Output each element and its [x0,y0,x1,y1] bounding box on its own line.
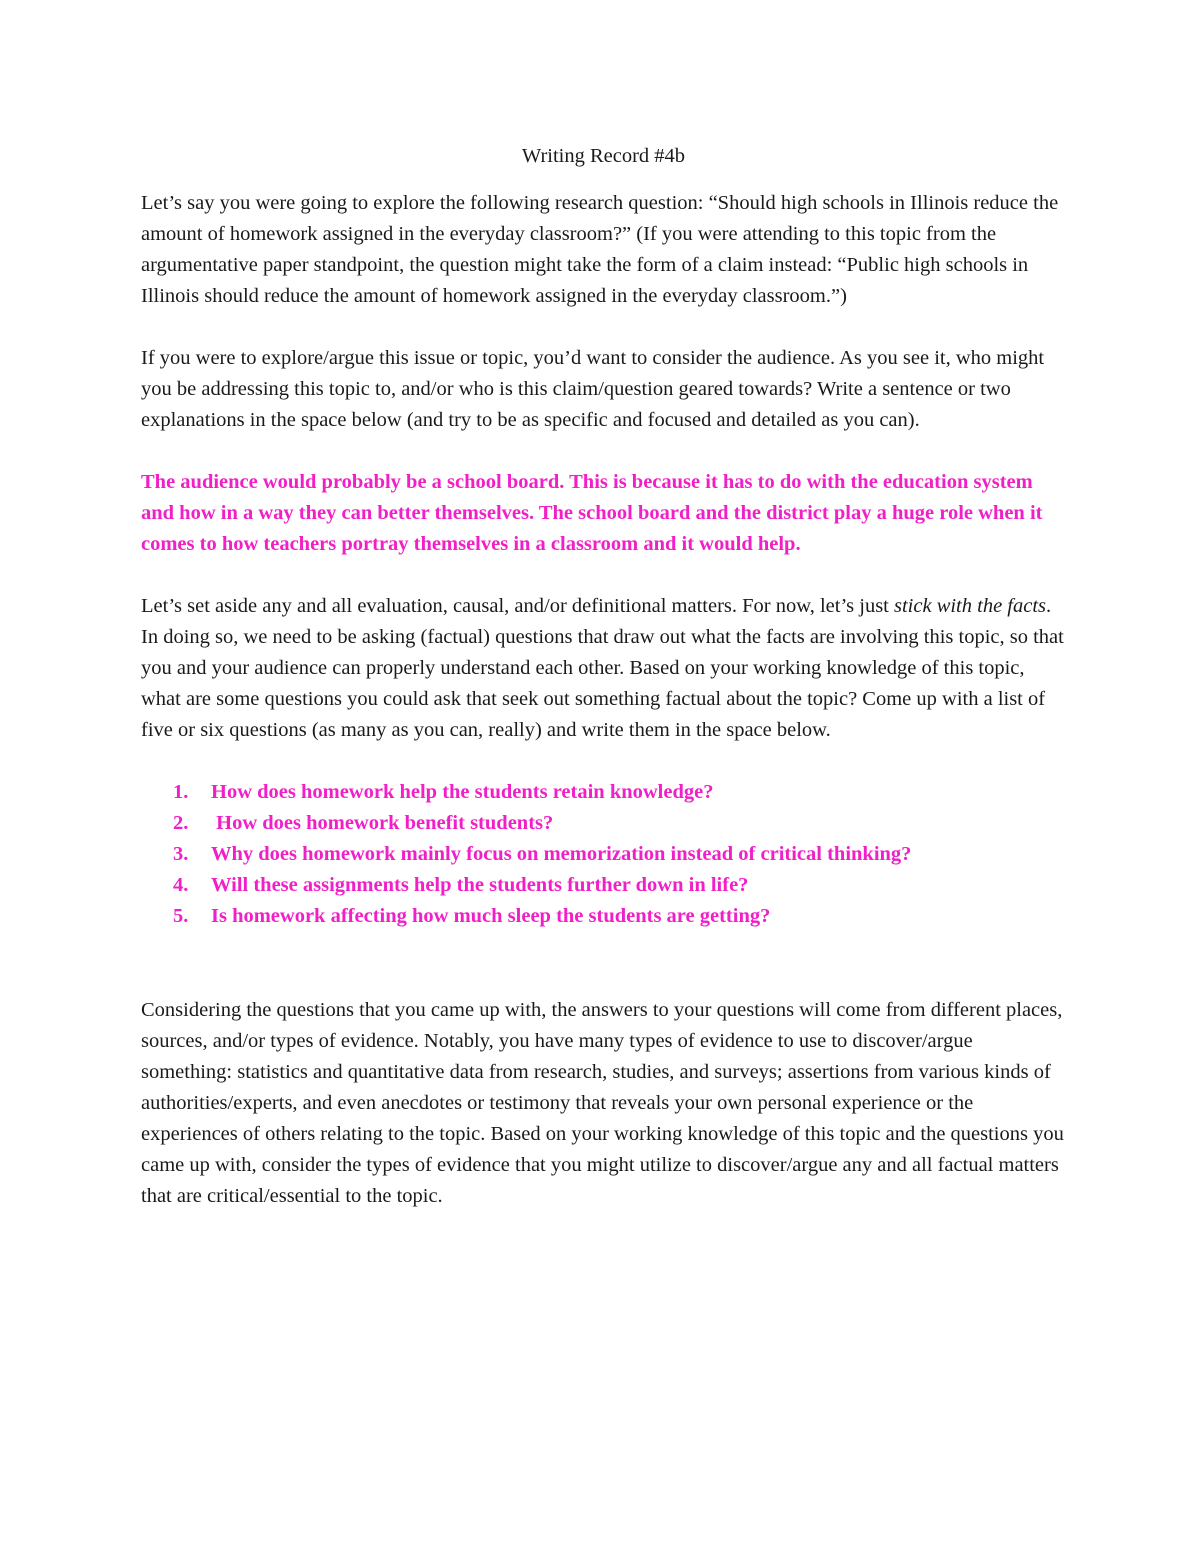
document-page [141,141,1066,1243]
facts-prompt-end: . In doing so, we need to be asking (factual) questions that draw out what the facts are involving this topic, so that you and your audience can properly understand each other. Based on your working knowledge of this topic, what are some questions you could ask that seek out something factual about the topic? Come up with a list of five or six questions (as many as you can, really) and write them in the space below. [141,595,1064,741]
list-item-text: How does homework benefit students? [211,812,554,834]
questions-list [141,777,1066,932]
list-item-text: Why does homework mainly focus on memorization instead of critical thinking? [211,843,912,865]
list-item [173,901,1066,932]
list-item-text: Will these assignments help the students further down in life? [211,874,749,896]
list-item [173,839,1066,870]
paragraph-audience-prompt: If you were to explore/argue this issue or topic, you’d want to consider the audience. As you see it, who might you be addressing this topic to, and/or who is this claim/question geared towards? Write a sentence or two explanations in the space below (and try to be as specific and focused and detailed as you can). [141,347,1045,431]
list-item-text: Is homework affecting how much sleep the students are getting? [211,905,771,927]
list-item [173,870,1066,901]
audience-answer: The audience would probably be a school board. This is because it has to do with the education system and how in a way they can better themselves. The school board and the district play a huge role when it comes to how teachers portray themselves in a classroom and it would help. [141,471,1043,555]
paragraph-research-question: Let’s say you were going to explore the following research question: “Should high schools in Illinois reduce the amount of homework assigned in the everyday classroom?” (If you were attending to this topic from the argumentative paper standpoint, the question might take the form of a claim instead: “Public high schools in Illinois should reduce the amount of homework assigned in the everyday classroom.”) [141,192,1059,307]
paragraph-facts-prompt [141,591,1066,746]
list-item-text: How does homework help the students retain knowledge? [211,781,714,803]
list-item-number: 4. [173,874,189,896]
list-item-number: 2. [173,812,189,834]
list-item-number: 3. [173,843,189,865]
facts-prompt-emphasis: stick with the facts [894,595,1047,617]
list-item-number: 5. [173,905,189,927]
list-item [173,777,1066,808]
document-title: Writing Record #4b [521,145,686,167]
paragraph-evidence-prompt: Considering the questions that you came up with, the answers to your questions will come from different places, sources, and/or types of evidence. Notably, you have many types of evidence to use to discover/argue something: statistics and quantitative data from research, studies, and surveys; assertions from various kinds of authorities/experts, and even anecdotes or testimony that reveals your own personal experience or the experiences of others relating to the topic. Based on your working knowledge of this topic and the questions you came up with, consider the types of evidence that you might utilize to discover/argue any and all factual matters that are critical/essential to the topic. [141,999,1064,1207]
list-item-number: 1. [173,781,189,803]
list-item [173,808,1066,839]
facts-prompt-start: Let’s set aside any and all evaluation, causal, and/or definitional matters. For now, let’s just [141,595,894,617]
